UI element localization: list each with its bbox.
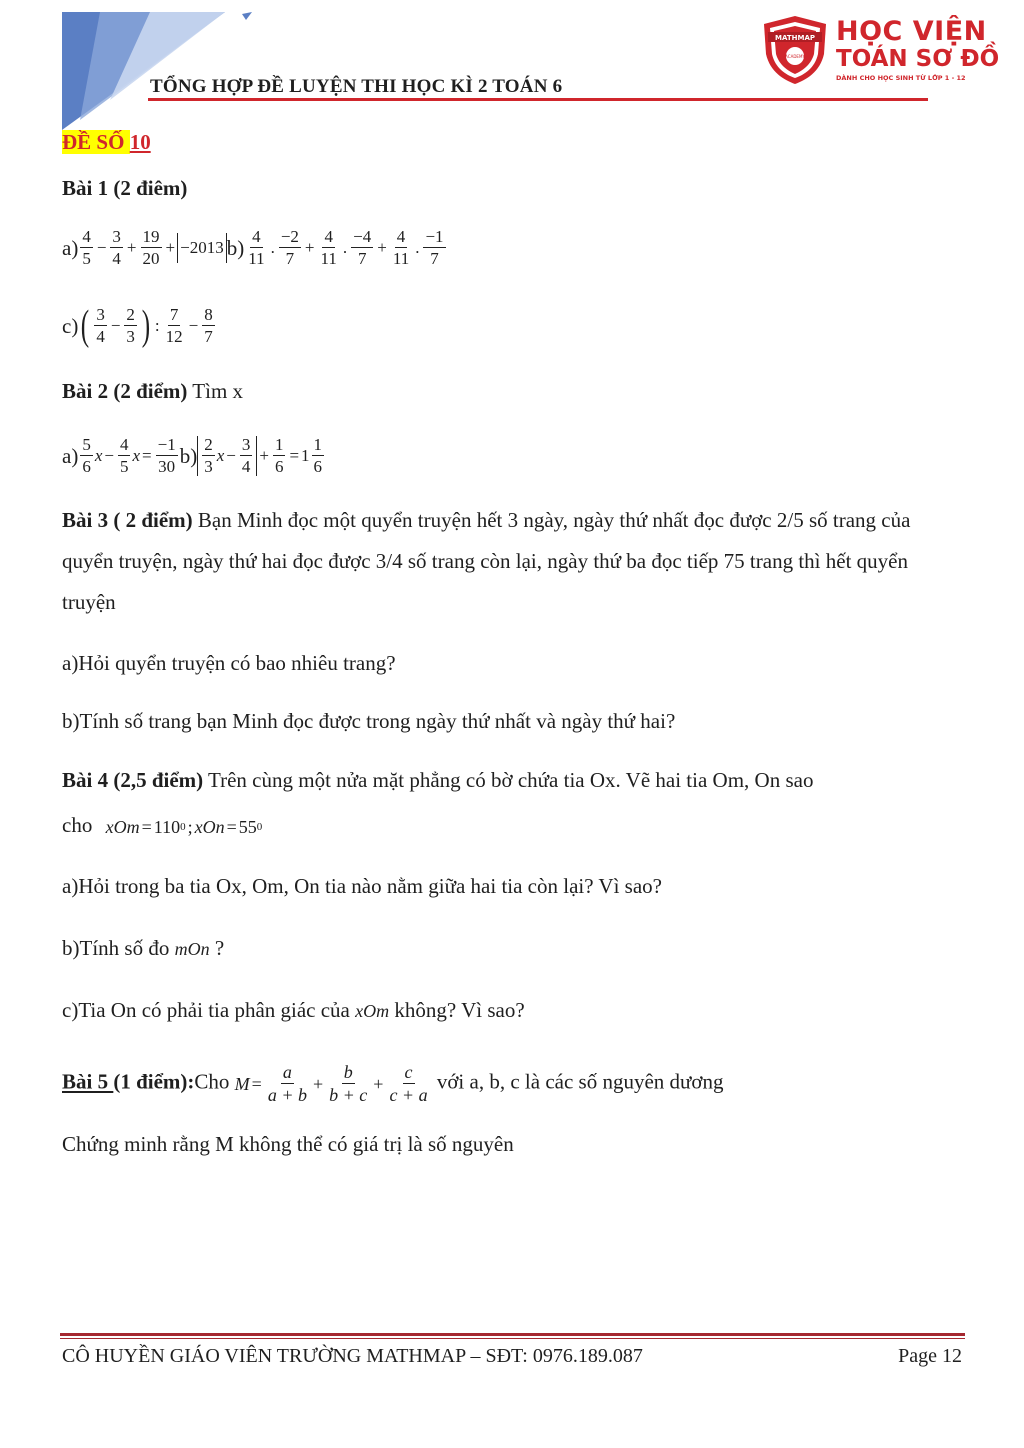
bai3-question-b: b)Tính số trang bạn Minh đọc được trong ngày thứ nhất và ngày thứ hai? — [62, 709, 676, 733]
bai4-given: cho xOm = 110 0 ; xOn = 55 0 — [62, 813, 263, 838]
bai2-title: Bài 2 (2 điểm) Tìm x — [62, 379, 244, 403]
header-rule — [148, 98, 928, 101]
bai3-question-a: a)Hỏi quyển truyện có bao nhiêu trang? — [62, 651, 396, 675]
bai3-paragraph: Bài 3 ( 2 điểm) Bạn Minh đọc một quyển truyện hết 3 ngày, ngày thứ nhất đọc được 2/5 số trang của quyển truyện, ngày thứ hai đọc được 3/4 số trang còn lại, ngày thứ ba đọc tiếp 75 trang thì hết quyển truyện — [62, 508, 911, 614]
bai1-c: c) ( 3 4 − $\frac{2}{3}$ ) : 7 12 − $\frac{8}{7}$ — [62, 303, 213, 349]
bai4-question-b: b)Tính số đo mOn ? — [62, 936, 225, 960]
footer-contact: CÔ HUYỀN GIÁO VIÊN TRƯỜNG MATHMAP – SĐT: 0976.189.087 — [62, 1345, 643, 1367]
svg-text:MATHMAP: MATHMAP — [775, 34, 815, 42]
corner-decoration — [0, 0, 260, 140]
logo-line2: TOÁN SƠ ĐỒ — [836, 46, 1000, 72]
header-title: TỔNG HỢP ĐỀ LUYỆN THI HỌC KÌ 2 TOÁN 6 — [150, 76, 563, 97]
footer-rule-thin — [60, 1338, 965, 1339]
bai2-ab: a) 5 6 x − $\frac{4}{5}$ x = $\frac{-1}{30}$ b) 2 3 x − $\frac{3}{4}$ + $\frac{1}{6}$ = 1 1 6 — [62, 435, 323, 476]
bai4-question-a: a)Hỏi trong ba tia Ox, Om, On tia nào nằm giữa hai tia còn lại? Vì sao? — [62, 874, 662, 898]
page-number: Page 12 — [898, 1345, 962, 1367]
svg-text:ACADEMY: ACADEMY — [785, 54, 805, 59]
exam-num: 10 — [129, 130, 151, 154]
bai1-title: Bài 1 (2 điêm) — [62, 176, 188, 200]
bai5-statement: Bài 5 (1 điểm):Cho M = $\frac{a}{a + b}$ + $\frac{b}{b + c}$ + $\frac{c}{c + a}$ với a, b, c là các số nguyên dương — [62, 1062, 724, 1105]
exam-number — [62, 130, 151, 155]
logo-tagline: DÀNH CHO HỌC SINH TỪ LỚP 1 - 12 — [836, 74, 966, 82]
logo-shield-icon — [760, 14, 830, 86]
bai4-question-c: c)Tia On có phải tia phân giác của xOm không? Vì sao? — [62, 998, 525, 1022]
bai1-ab: a) 4 5 − $\frac{3}{4}$ + $\frac{19}{20}$ + −2013 b) 4 11 . −2 7 + $\frac{4}{11}$ . −4 7 + $\frac{4}{11}$ . −1 7 — [62, 227, 444, 268]
footer-rule — [60, 1333, 965, 1336]
bai4-intro: Bài 4 (2,5 điểm) Trên cùng một nửa mặt phẳng có bờ chứa tia Ox. Vẽ hai tia Om, On sao — [62, 768, 814, 792]
bai5-prove: Chứng minh rằng M không thể có giá trị là số nguyên — [62, 1132, 514, 1156]
logo-line1: HỌC VIỆN — [836, 16, 987, 47]
logo — [760, 14, 1000, 88]
exam-label: ĐỀ SỐ — [62, 130, 130, 154]
